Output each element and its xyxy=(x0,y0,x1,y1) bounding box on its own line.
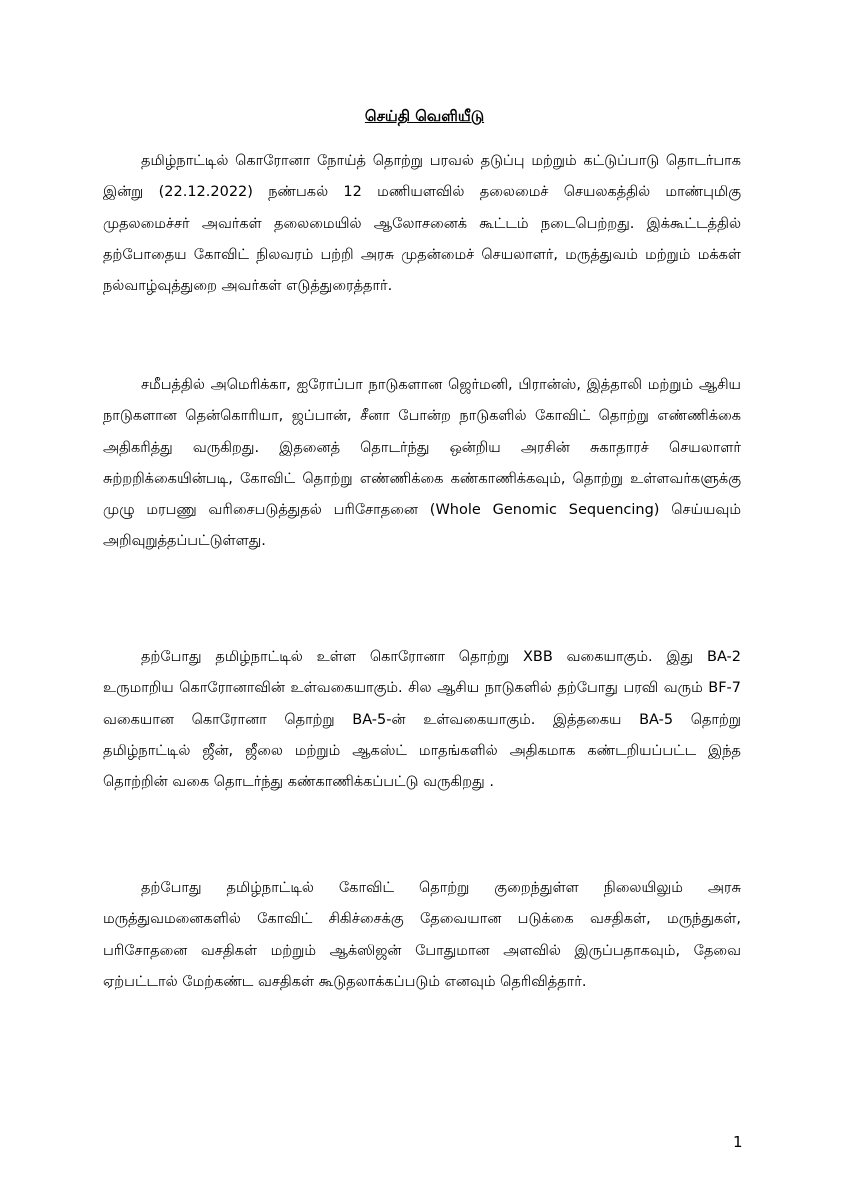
paragraph-variants: தற்போது தமிழ்நாட்டில் உள்ள கொரோனா தொற்று XBB வகையாகும். இது BA-2 உருமாறிய கொரோனாவின் உள்வகையாகும். சில ஆசிய நாடுகளில் தற்போது பரவி வரும் BF-7 வகையான கொரோனா தொற்று BA-5-ன் உள்வகையாகும். இத்தகைய BA-5 தொற்று தமிழ்நாட்டில் ஜீன், ஜீலை மற்றும் ஆகஸ்ட் மாதங்களில் அதிகமாக கண்டறியப்பட்ட இந்த தொற்றின் வகை தொடர்ந்து கண்காணிக்கப்பட்டு வருகிறது . xyxy=(103,649,741,791)
paragraph-international-cases: சமீபத்தில் அமெரிக்கா, ஐரோப்பா நாடுகளான ஜெர்மனி, பிரான்ஸ், இத்தாலி மற்றும் ஆசிய நாடுகளான தென்கொரியா, ஜப்பான், சீனா போன்ற நாடுகளில் கோவிட் தொற்று எண்ணிக்கை அதிகரித்து வருகிறது. இதனைத் தொடர்ந்து ஒன்றிய அரசின் சுகாதாரச் செயலாளர் சுற்றறிக்கையின்படி, கோவிட் தொற்று எண்ணிக்கை கண்காணிக்கவும், தொற்று உள்ளவர்களுக்கு முழு மரபணு வரிசைபடுத்துதல் பரிசோதனை (Whole Genomic Sequencing) செய்யவும் அறிவுறுத்தப்பட்டுள்ளது. xyxy=(103,377,741,550)
paragraph-meeting: தமிழ்நாட்டில் கொரோனா நோய்த் தொற்று பரவல் தடுப்பு மற்றும் கட்டுப்பாடு தொடர்பாக இன்று (22.12.2022) நண்பகல் 12 மணியளவில் தலைமைச் செயலகத்தில் மாண்புமிகு முதலமைச்சர் அவர்கள் தலைமையில் ஆலோசனைக் கூட்டம் நடைபெற்றது. இக்கூட்டத்தில் தற்போதைய கோவிட் நிலவரம் பற்றி அரசு முதன்மைச் செயலாளர், மருத்துவம் மற்றும் மக்கள் நல்வாழ்வுத்துறை அவர்கள் எடுத்துரைத்தார். xyxy=(103,153,741,295)
page-number: 1 xyxy=(733,1133,743,1151)
document-title: செய்தி வெளியீடு xyxy=(364,107,485,125)
paragraph-hospital-facilities: தற்போது தமிழ்நாட்டில் கோவிட் தொற்று குறைந்துள்ள நிலையிலும் அரசு மருத்துவமனைகளில் கோவிட் சிகிச்சைக்கு தேவையான படுக்கை வசதிகள், மருந்துகள், பரிசோதனை வசதிகள் மற்றும் ஆக்ஸிஜன் போதுமான அளவில் இருப்பதாகவும், தேவை ஏற்பட்டால் மேற்கண்ட வசதிகள் கூடுதலாக்கப்படும் எனவும் தெரிவித்தார். xyxy=(103,880,741,990)
